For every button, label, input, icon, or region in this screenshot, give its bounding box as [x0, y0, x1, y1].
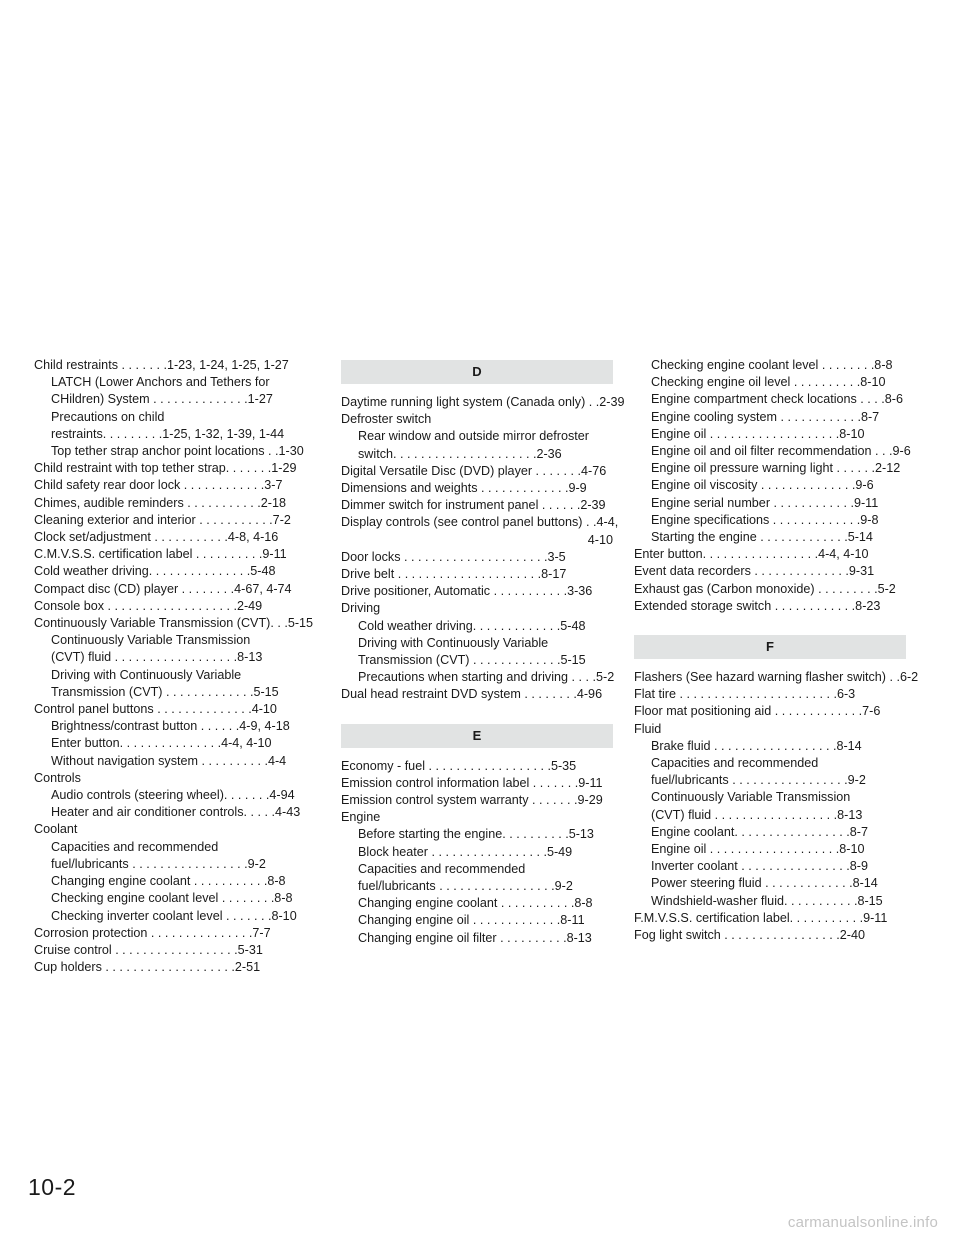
section-gap: [634, 615, 906, 632]
index-entry: Fluid: [634, 721, 662, 736]
index-entry: Child restraints . . . . . . .1-23, 1-24, 1-25, 1-27: [34, 358, 289, 372]
index-subentry: Changing engine oil . . . . . . . . . . . . .8-11: [358, 913, 585, 928]
index-subentry: Windshield-washer fluid. . . . . . . . . . .8-15: [651, 893, 883, 908]
index-entry: Display controls (see control panel buttons) . .4-4,: [341, 515, 619, 530]
index-subentry: Inverter coolant . . . . . . . . . . . . . . . .8-9: [651, 859, 868, 874]
index-entry: Floor mat positioning aid . . . . . . . . . . . . .7-6: [634, 704, 881, 719]
index-subentry: Engine specifications . . . . . . . . . . . . .9-8: [651, 512, 879, 527]
index-subentry: Checking engine oil level . . . . . . . . . .8-10: [651, 375, 886, 390]
index-subentry: Engine coolant. . . . . . . . . . . . . . . . .8-7: [651, 824, 868, 839]
index-entry: Cup holders . . . . . . . . . . . . . . . . . . .2-51: [34, 960, 261, 975]
index-entry: Cleaning exterior and interior . . . . . . . . . . .7-2: [34, 512, 291, 527]
index-subentry: (CVT) fluid . . . . . . . . . . . . . . . . . .8-13: [51, 650, 263, 665]
index-subentry: Block heater . . . . . . . . . . . . . . . . .5-49: [358, 844, 573, 859]
index-subentry: Top tether strap anchor point locations . .1-30: [51, 444, 304, 459]
index-subentry: Engine oil viscosity . . . . . . . . . . . . . .9-6: [651, 478, 874, 493]
index-subentry: Continuously Variable Transmission: [51, 633, 251, 648]
index-subentry: Starting the engine . . . . . . . . . . . . .5-14: [651, 530, 873, 545]
index-entry: Engine: [341, 810, 381, 825]
section-gap: [341, 704, 613, 721]
index-subentry: Engine serial number . . . . . . . . . . . .9-11: [651, 495, 879, 510]
index-entry: Fog light switch . . . . . . . . . . . . . . . . .2-40: [634, 928, 865, 943]
index-subentry: Capacities and recommended: [51, 839, 219, 854]
index-subentry: Changing engine coolant . . . . . . . . . . .8-8: [51, 874, 286, 889]
index-subentry: Engine oil and oil filter recommendation . . .9-6: [651, 444, 911, 459]
index-subentry: Transmission (CVT) . . . . . . . . . . . . .5-15: [358, 653, 586, 668]
index-subentry: Precautions on child: [51, 409, 165, 424]
index-entry: Clock set/adjustment . . . . . . . . . . .4-8, 4-16: [34, 530, 279, 545]
index-subentry: Capacities and recommended: [358, 861, 526, 876]
index-subentry: Changing engine coolant . . . . . . . . . . .8-8: [358, 896, 593, 911]
index-subentry: Before starting the engine. . . . . . . . . .5-13: [358, 827, 594, 842]
index-entry: Flat tire . . . . . . . . . . . . . . . . . . . . . . .6-3: [634, 687, 856, 702]
index-entry: Dimensions and weights . . . . . . . . . . . . .9-9: [341, 481, 587, 496]
index-subentry: Brake fluid . . . . . . . . . . . . . . . . . .8-14: [651, 738, 862, 753]
index-subentry: Engine cooling system . . . . . . . . . . . .8-7: [651, 409, 880, 424]
index-subentry: Heater and air conditioner controls. . . . .4-43: [51, 805, 301, 820]
index-subentry: Precautions when starting and driving . . . .5-2: [358, 670, 615, 685]
index-subentry: Cold weather driving. . . . . . . . . . . . .5-48: [358, 618, 586, 633]
index-entry: F.M.V.S.S. certification label. . . . . . . . . . .9-11: [634, 910, 888, 925]
index-subentry: Checking inverter coolant level . . . . . . .8-10: [51, 908, 297, 923]
index-entry: Event data recorders . . . . . . . . . . . . . .9-31: [634, 564, 875, 579]
index-entry: Corrosion protection . . . . . . . . . . . . . . .7-7: [34, 925, 271, 940]
index-subentry: Checking engine coolant level . . . . . . . .8-8: [51, 891, 293, 906]
index-entry: Drive belt . . . . . . . . . . . . . . . . . . . . .8-17: [341, 567, 567, 582]
index-entry: Continuously Variable Transmission (CVT). . .5-15: [34, 616, 314, 631]
index-entry: Emission control information label . . . . . . .9-11: [341, 775, 603, 790]
index-entry: 4-10: [587, 532, 613, 547]
watermark-link[interactable]: carmanualsonline.info: [787, 1214, 938, 1231]
index-entry: Controls: [34, 770, 81, 785]
index-entry: Defroster switch: [341, 412, 432, 427]
index-subentry: Checking engine coolant level . . . . . . . .8-8: [651, 358, 893, 372]
section-letter-e: E: [341, 724, 613, 748]
index-subentry: CHildren) System . . . . . . . . . . . . . .1-27: [51, 392, 273, 407]
index-entry: Chimes, audible reminders . . . . . . . . . . .2-18: [34, 495, 286, 510]
index-column-3: [634, 357, 919, 944]
index-subentry: Engine compartment check locations . . . .8-6: [651, 392, 903, 407]
index-entry: Enter button. . . . . . . . . . . . . . . . .4-4, 4-10: [634, 547, 869, 562]
index-subentry: Capacities and recommended: [651, 756, 819, 771]
index-subentry: restraints. . . . . . . . .1-25, 1-32, 1-39, 1-44: [51, 426, 285, 441]
index-entry: Child safety rear door lock . . . . . . . . . . . .3-7: [34, 478, 283, 493]
index-entry: Door locks . . . . . . . . . . . . . . . . . . . . .3-5: [341, 549, 566, 564]
index-entry: Drive positioner, Automatic . . . . . . . . . . .3-36: [341, 584, 593, 599]
index-entry: Exhaust gas (Carbon monoxide) . . . . . . . . .5-2: [634, 581, 896, 596]
index-subentry: Engine oil pressure warning light . . . . . .2-12: [651, 461, 901, 476]
index-entry: Flashers (See hazard warning flasher switch) . .6-2: [634, 670, 919, 685]
index-entry: Dimmer switch for instrument panel . . . . . .2-39: [341, 498, 606, 513]
index-subentry: Driving with Continuously Variable: [358, 635, 549, 650]
index-entry: Digital Versatile Disc (DVD) player . . . . . . .4-76: [341, 463, 607, 478]
index-subentry: Changing engine oil filter . . . . . . . . . .8-13: [358, 930, 592, 945]
index-subentry: Rear window and outside mirror defroster: [358, 429, 589, 444]
index-entry: Cold weather driving. . . . . . . . . . . . . . .5-48: [34, 564, 276, 579]
index-entry: Child restraint with top tether strap. . . . . . .1-29: [34, 461, 297, 476]
index-subentry: (CVT) fluid . . . . . . . . . . . . . . . . . .8-13: [651, 807, 863, 822]
index-subentry: Without navigation system . . . . . . . . . .4-4: [51, 753, 287, 768]
index-subentry: Continuously Variable Transmission: [651, 790, 851, 805]
index-entry: Control panel buttons . . . . . . . . . . . . . .4-10: [34, 702, 277, 717]
index-subentry: fuel/lubricants . . . . . . . . . . . . . . . . .9-2: [51, 856, 266, 871]
index-subentry: Driving with Continuously Variable: [51, 667, 242, 682]
section-letter-f: F: [634, 635, 906, 659]
index-subentry: fuel/lubricants . . . . . . . . . . . . . . . . .9-2: [651, 773, 866, 788]
index-entry: Console box . . . . . . . . . . . . . . . . . . .2-49: [34, 598, 263, 613]
index-entry: Dual head restraint DVD system . . . . . . . .4-96: [341, 687, 603, 702]
index-column-1: [34, 357, 314, 976]
index-subentry: Engine oil . . . . . . . . . . . . . . . . . . .8-10: [651, 426, 865, 441]
page-number: 10-2: [28, 1174, 77, 1200]
index-entry: Coolant: [34, 822, 78, 837]
index-subentry: fuel/lubricants . . . . . . . . . . . . . . . . .9-2: [358, 879, 573, 894]
index-subentry: Power steering fluid . . . . . . . . . . . . .8-14: [651, 876, 878, 891]
index-entry: Extended storage switch . . . . . . . . . . . .8-23: [634, 598, 881, 613]
index-subentry: Engine oil . . . . . . . . . . . . . . . . . . .8-10: [651, 842, 865, 857]
index-entry: Daytime running light system (Canada only) . .2-39: [341, 395, 625, 409]
index-entry: Compact disc (CD) player . . . . . . . .4-67, 4-74: [34, 581, 292, 596]
index-column-2: [341, 357, 625, 947]
index-entry: C.M.V.S.S. certification label . . . . . . . . . .9-11: [34, 547, 287, 562]
index-subentry: LATCH (Lower Anchors and Tethers for: [51, 375, 270, 390]
index-entry: Driving: [341, 601, 381, 616]
index-entry: Emission control system warranty . . . . . . .9-29: [341, 793, 603, 808]
index-subentry: Transmission (CVT) . . . . . . . . . . . . .5-15: [51, 684, 279, 699]
index-subentry: Enter button. . . . . . . . . . . . . . .4-4, 4-10: [51, 736, 272, 751]
index-subentry: switch. . . . . . . . . . . . . . . . . . . . .2-36: [358, 446, 562, 461]
section-letter-d: D: [341, 360, 613, 384]
index-subentry: Audio controls (steering wheel). . . . . . .4-94: [51, 788, 295, 803]
index-entry: Economy - fuel . . . . . . . . . . . . . . . . . .5-35: [341, 758, 577, 773]
index-subentry: Brightness/contrast button . . . . . .4-9, 4-18: [51, 719, 290, 734]
index-entry: Cruise control . . . . . . . . . . . . . . . . . .5-31: [34, 942, 263, 957]
